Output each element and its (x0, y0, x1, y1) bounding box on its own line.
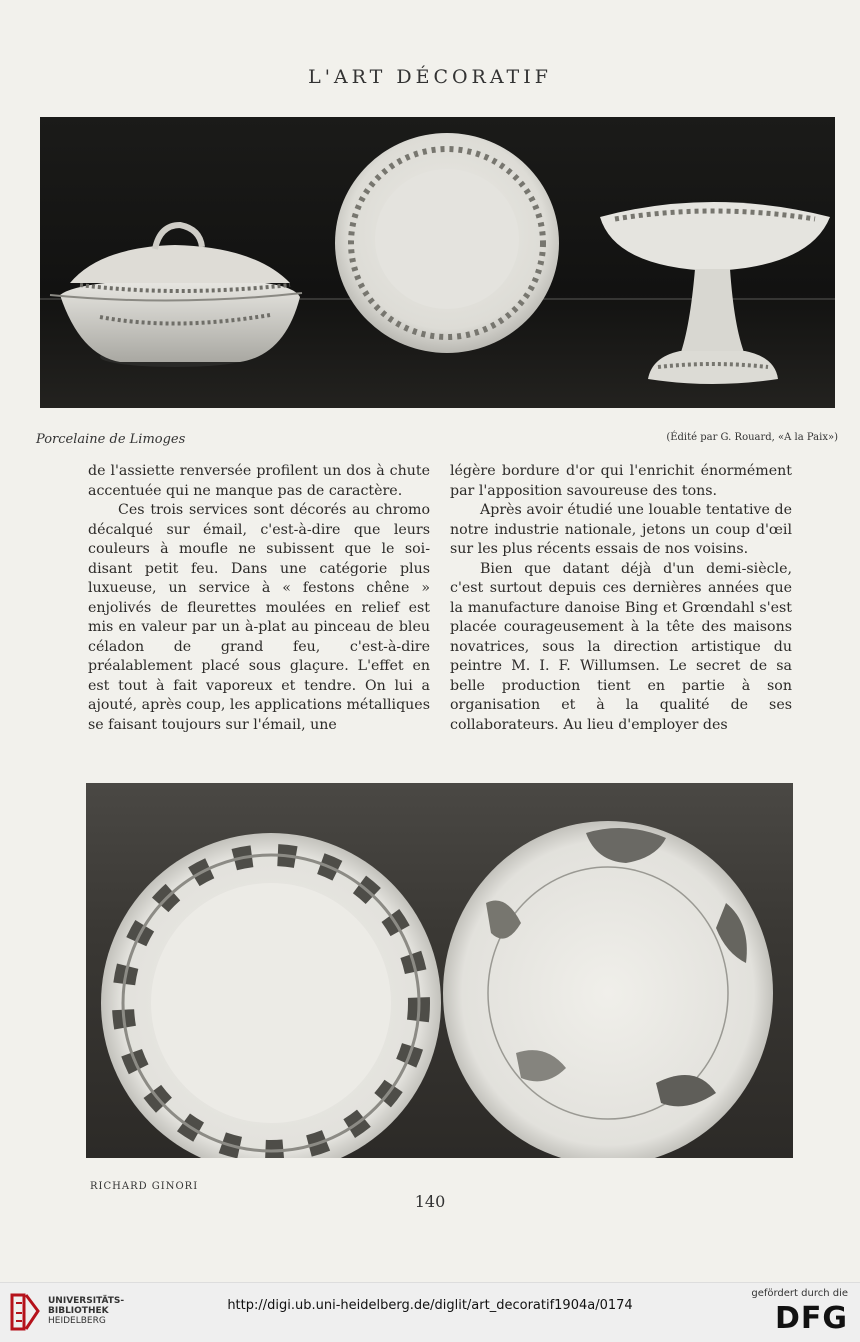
limoges-porcelain-illustration (40, 117, 835, 408)
library-name-line: UNIVERSITÄTS- (48, 1296, 125, 1306)
page-number: 140 (414, 1192, 446, 1211)
paragraph: Bien que datant déjà d'un demi-siècle, c'est surtout depuis ces dernières années que la manufacture danoise Bing et Grœndahl s'est placée courageusement à la tête des maisons novatrices, sous la direction artistique du peintre M. I. F. Willumsen. Le secret de sa belle production tient en partie à son organisation et à la qualité de ses collaborateurs. Au lieu d'employer des (450, 560, 792, 733)
photo-ginori-plates (86, 783, 793, 1158)
tureen (50, 225, 302, 367)
figure-credit-rouard: (Édité par G. Rouard, «A la Paix») (666, 432, 838, 443)
text-column-left (88, 462, 430, 735)
permalink-url[interactable]: http://digi.ub.uni-heidelberg.de/diglit/art_decoratif1904a/0174 (227, 1298, 633, 1313)
text-column-right (450, 462, 792, 735)
right-plate (443, 821, 773, 1158)
paragraph: légère bordure d'or qui l'enrichit énormément par l'apposition savoureuse des tons. (450, 463, 792, 499)
digitization-footer (0, 1282, 860, 1342)
library-name-line: HEIDELBERG (48, 1316, 106, 1326)
compote-stand (600, 202, 830, 384)
figure-caption-ginori: RICHARD GINORI (90, 1181, 199, 1192)
running-title: L'ART DÉCORATIF (308, 66, 552, 88)
paragraph: Après avoir étudié une louable tentative de notre industrie nationale, jetons un coup d'œil sur les plus récents essais de nos voisins. (450, 502, 792, 557)
ginori-plates-illustration (86, 783, 793, 1158)
plate (335, 133, 559, 353)
left-plate (101, 833, 441, 1158)
figure-caption-limoges: Porcelaine de Limoges (36, 432, 186, 447)
library-name-line: BIBLIOTHEK (48, 1306, 109, 1316)
paragraph: Ces trois services sont décorés au chromo décalqué sur émail, c'est-à-dire que leurs couleurs à moufle ne subissent que le soi-disant petit feu. Dans une catégorie plus luxueuse, un service à « festons chêne » enjolivés de fleurettes moulées en relief est mis en valeur par un à-plat au pinceau de bleu céladon de grand feu, c'est-à-dire préalablement placé sous glaçure. L'effet en est tout à fait vaporeux et tendre. On lui a ajouté, après coup, les applications métalliques se faisant toujours sur l'émail, une (88, 502, 430, 733)
photo-limoges-porcelain (40, 117, 835, 408)
dfg-logo[interactable]: DFG (774, 1301, 848, 1336)
paragraph: de l'assiette renversée profilent un dos à chute accentuée qui ne manque pas de caractère. (88, 463, 430, 499)
funding-notice: gefördert durch die (751, 1288, 848, 1299)
